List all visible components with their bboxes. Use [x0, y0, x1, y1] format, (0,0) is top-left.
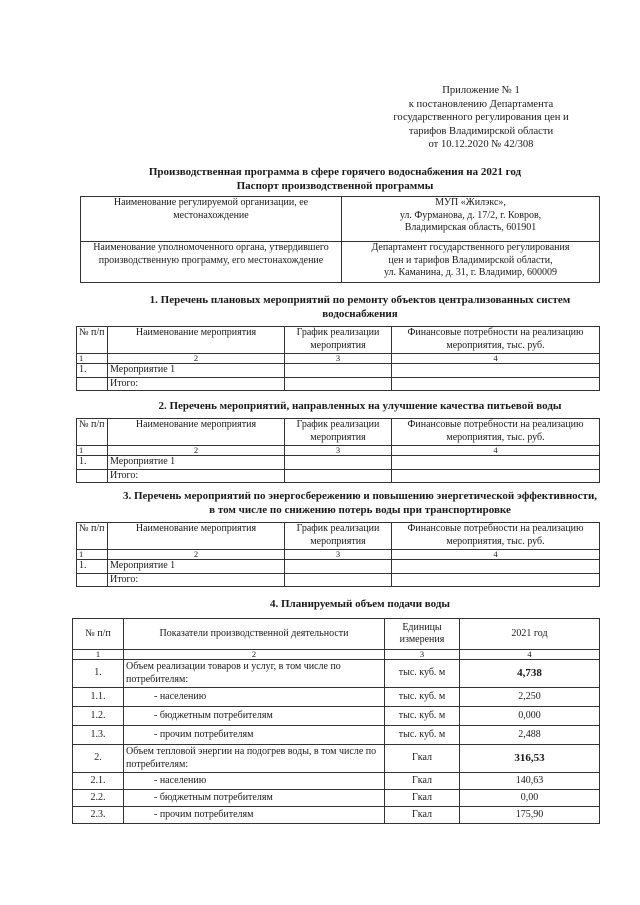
table-row: [73, 745, 600, 773]
section-1-table: [76, 326, 600, 391]
col-number: 4: [392, 354, 600, 364]
appendix-line: от 10.12.2020 № 42/308: [428, 139, 534, 151]
header-finance: Финансовые потребности на реализацию мероприятия, тыс. руб.: [392, 523, 600, 550]
table-row: [73, 790, 600, 807]
col-number: 2: [124, 650, 385, 660]
col-number: 2: [108, 354, 285, 364]
cell-schedule: [285, 456, 392, 470]
header-indicator: Показатели производственной деятельности: [124, 619, 385, 650]
header-row: [77, 419, 600, 446]
header-row: [77, 327, 600, 354]
cell-unit: Гкал: [385, 745, 460, 773]
cell-finance: [392, 573, 600, 587]
col-number: 1: [73, 650, 124, 660]
header-row: [77, 523, 600, 550]
col-number: 4: [392, 446, 600, 456]
table-row: [77, 364, 600, 378]
cell-num: 1.1.: [73, 688, 124, 707]
header-schedule: График реализации мероприятия: [285, 327, 392, 354]
header-num: № п/п: [77, 523, 108, 550]
cell-indicator: Объем реализации товаров и услуг, в том числе по потребителям:: [124, 660, 385, 688]
appendix-header: [362, 84, 600, 152]
main-title: Производственная программа в сфере горячего водоснабжения на 2021 год: [148, 166, 522, 178]
cell-finance: [392, 469, 600, 483]
cell-value: 2,250: [460, 688, 600, 707]
cell-name: Мероприятие 1: [108, 456, 285, 470]
section-3-title: 3. Перечень мероприятий по энергосбережению и повышению энергетической эффективности, в том числе по снижению потерь воды при транспортировке: [122, 490, 598, 516]
passport-row: [81, 242, 600, 283]
cell-finance: [392, 560, 600, 574]
cell-num: 1.3.: [73, 726, 124, 745]
cell-finance: [392, 364, 600, 378]
cell-unit: тыс. куб. м: [385, 688, 460, 707]
cell-schedule: [285, 469, 392, 483]
cell-num: 2.: [73, 745, 124, 773]
appendix-line: Приложение № 1: [442, 85, 520, 96]
header-row: [73, 619, 600, 650]
cell-unit: Гкал: [385, 773, 460, 790]
cell-unit: тыс. куб. м: [385, 660, 460, 688]
cell-name: Мероприятие 1: [108, 560, 285, 574]
cell-num: 1.: [77, 364, 108, 378]
cell-num: 1.2.: [73, 707, 124, 726]
cell-unit: Гкал: [385, 790, 460, 807]
header-year: 2021 год: [460, 619, 600, 650]
cell-value: 316,53: [460, 745, 600, 773]
cell-indicator: - бюджетным потребителям: [124, 790, 385, 807]
passport-table: [80, 196, 600, 283]
cell-indicator: - населению: [124, 688, 385, 707]
passport-value: [342, 197, 600, 242]
value-line: ул. Фурманова, д. 17/2, г. Ковров,: [399, 209, 542, 221]
section-1-title: 1. Перечень плановых мероприятий по ремонту объектов централизованных систем водоснабжения: [149, 294, 571, 320]
col-number: 3: [285, 354, 392, 364]
header-schedule: График реализации мероприятия: [285, 523, 392, 550]
table-row: [77, 456, 600, 470]
passport-label: Наименование регулируемой организации, ее местонахождение: [81, 197, 342, 242]
passport-value: [342, 242, 600, 283]
document-title: [70, 166, 600, 193]
col-number: 4: [392, 550, 600, 560]
cell-indicator: Объем тепловой энергии на подогрев воды, в том числе по потребителям:: [124, 745, 385, 773]
cell-value: 0,000: [460, 707, 600, 726]
col-number: 2: [108, 550, 285, 560]
col-number: 3: [385, 650, 460, 660]
cell-schedule: [285, 560, 392, 574]
cell-value: 0,00: [460, 790, 600, 807]
cell-schedule: [285, 377, 392, 391]
column-number-row: [77, 550, 600, 560]
cell-schedule: [285, 573, 392, 587]
header-unit: Единицы измерения: [385, 619, 460, 650]
cell-indicator: - бюджетным потребителям: [124, 707, 385, 726]
table-row: [73, 688, 600, 707]
section-2-table: [76, 418, 600, 483]
cell-name: Итого:: [108, 377, 285, 391]
header-name: Наименование мероприятия: [108, 327, 285, 354]
passport-title: Паспорт производственной программы: [236, 179, 434, 192]
cell-unit: тыс. куб. м: [385, 707, 460, 726]
cell-finance: [392, 377, 600, 391]
col-number: 2: [108, 446, 285, 456]
cell-name: Итого:: [108, 573, 285, 587]
cell-name: Мероприятие 1: [108, 364, 285, 378]
col-number: 3: [285, 550, 392, 560]
cell-value: 4,738: [460, 660, 600, 688]
section-2-title: 2. Перечень мероприятий, направленных на улучшение качества питьевой воды: [158, 400, 562, 412]
appendix-line: тарифов Владимирской области: [408, 125, 554, 137]
table-row: [73, 726, 600, 745]
cell-num: 2.1.: [73, 773, 124, 790]
cell-num: 1.: [77, 456, 108, 470]
cell-indicator: - прочим потребителям: [124, 726, 385, 745]
table-row: [73, 773, 600, 790]
table-row: [73, 660, 600, 688]
passport-label: Наименование уполномоченного органа, утвердившего производственную программу, его местонахождение: [81, 242, 342, 283]
cell-value: 2,488: [460, 726, 600, 745]
header-num: № п/п: [73, 619, 124, 650]
header-finance: Финансовые потребности на реализацию мероприятия, тыс. руб.: [392, 419, 600, 446]
section-3-table: [76, 522, 600, 587]
value-line: МУП «Жилэкс»,: [435, 197, 506, 208]
cell-schedule: [285, 364, 392, 378]
cell-indicator: - прочим потребителям: [124, 807, 385, 824]
cell-num: 1.: [77, 560, 108, 574]
cell-name: Итого:: [108, 469, 285, 483]
cell-value: 175,90: [460, 807, 600, 824]
value-line: цен и тарифов Владимирской области,: [388, 254, 553, 266]
cell-unit: Гкал: [385, 807, 460, 824]
cell-value: 140,63: [460, 773, 600, 790]
cell-num: 2.3.: [73, 807, 124, 824]
table-row: [73, 707, 600, 726]
cell-num: [77, 469, 108, 483]
passport-row: [81, 197, 600, 242]
cell-num: [77, 573, 108, 587]
table-row-total: [77, 377, 600, 391]
header-name: Наименование мероприятия: [108, 419, 285, 446]
value-line: Департамент государственного регулирования: [371, 242, 570, 253]
section-4-title: 4. Планируемый объем подачи воды: [270, 598, 450, 610]
col-number: 3: [285, 446, 392, 456]
header-num: № п/п: [77, 419, 108, 446]
value-line: Владимирская область, 601901: [404, 222, 537, 233]
col-number: 4: [460, 650, 600, 660]
table-row-total: [77, 469, 600, 483]
header-name: Наименование мероприятия: [108, 523, 285, 550]
col-number: 1: [77, 550, 108, 560]
value-line: ул. Каманина, д. 31, г. Владимир, 600009: [384, 267, 557, 278]
appendix-line: к постановлению Департамента: [408, 98, 554, 110]
volume-table: [72, 618, 600, 824]
column-number-row: [77, 446, 600, 456]
column-number-row: [77, 354, 600, 364]
cell-finance: [392, 456, 600, 470]
cell-num: 2.2.: [73, 790, 124, 807]
cell-unit: тыс. куб. м: [385, 726, 460, 745]
col-number: 1: [77, 354, 108, 364]
column-number-row: [73, 650, 600, 660]
cell-num: 1.: [73, 660, 124, 688]
header-finance: Финансовые потребности на реализацию мероприятия, тыс. руб.: [392, 327, 600, 354]
table-row: [73, 807, 600, 824]
table-row: [77, 560, 600, 574]
header-schedule: График реализации мероприятия: [285, 419, 392, 446]
col-number: 1: [77, 446, 108, 456]
cell-num: [77, 377, 108, 391]
cell-indicator: - населению: [124, 773, 385, 790]
table-row-total: [77, 573, 600, 587]
header-num: № п/п: [77, 327, 108, 354]
appendix-line: государственного регулирования цен и: [393, 112, 569, 124]
